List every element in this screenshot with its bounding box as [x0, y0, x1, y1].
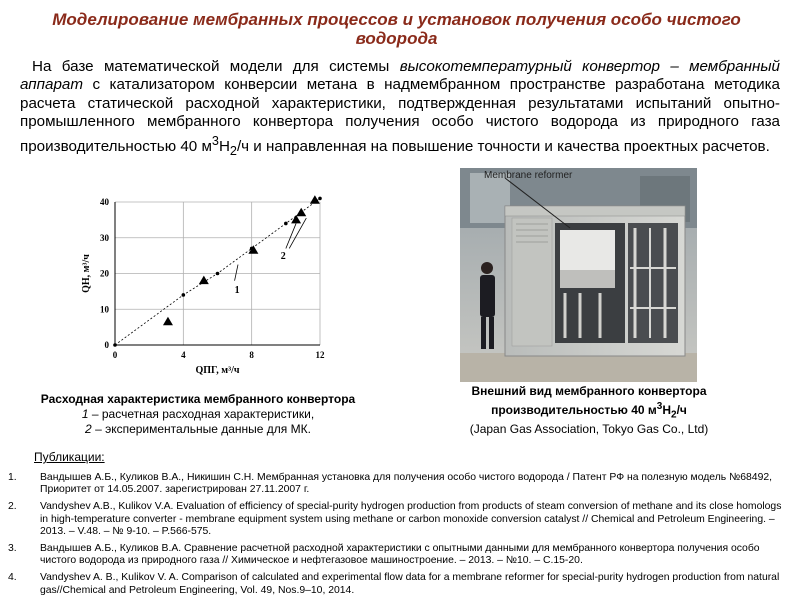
intro-sup: 3	[211, 133, 219, 148]
photo-caption-source: (Japan Gas Association, Tokyo Gas Co., Ltd)	[469, 422, 709, 437]
publication-item: 4. Vandyshev A. B., Kulikov V. A. Comparison of calculated and experimental flow data for a membrane reformer for special-purity hydrogen production from natural gas//Chemical and Petroleum Engineering, Vol. 49, Nos.9–10, 2014.	[8, 572, 780, 596]
publication-item: 3. Вандышев А.Б., Куликов В.А. Сравнение расчетной расходной характеристики с опытными данными для мембранного конвертора получения особо чистого водорода из природного газа // Химическое и нефтегазовое машиностроение. – 2013. – №10. – С.15-20.	[8, 543, 760, 567]
chart-caption-line1: 1 – расчетная расходная характеристики,	[81, 407, 315, 421]
annotation-1: 1	[234, 285, 240, 297]
series-1-point	[318, 197, 322, 201]
flow-chart	[55, 190, 340, 385]
photo-caption-title-b: производительностью 40 $м^3Н_2/ч$	[491, 401, 687, 421]
series-1-point	[182, 293, 186, 297]
chart-caption-line2: 2 – экспериментальные данные для МК.	[85, 422, 311, 436]
y-tick-label: 30	[100, 232, 109, 243]
publications-title: Публикации:	[34, 450, 105, 464]
publication-item: 1. Вандышев А.Б., Куликов В.А., Никишин С.Н. Мембранная установка для получения особо чистого водорода / Патент РФ на полезную модель №68492, Приоритет от 14.05.2007. зарегистрирован 27.11.2007 г.	[8, 472, 773, 496]
chart-caption-title: Расходная характеристика мембранного конвертора	[40, 392, 356, 406]
intro-text-3: Н	[218, 137, 230, 155]
page-title: Моделирование мембранных процессов и установок получения особо чистого водорода	[52, 10, 741, 48]
intro-italic: высокотемпературный конвертор – мембранный аппарат	[20, 58, 780, 94]
series-2-point	[296, 208, 306, 217]
chart-svg	[55, 190, 340, 385]
series-2-point	[310, 195, 320, 204]
annotation-2: 2	[280, 251, 286, 263]
y-axis-label: QН, м³/ч	[81, 254, 92, 293]
intro-text-2: с катализатором конверсии метана в надмембранном пространстве разработана методика расчета статической расходной характеристики, подтвержденная результатами испытаний опытно-промышленного мембранного конвертора получения особо чистого водорода из природного газа производительностью 40 м	[20, 76, 780, 155]
annotation-1-leader	[235, 265, 238, 281]
photo-label: Membrane reformer	[484, 170, 573, 181]
intro-sub: 2	[229, 143, 237, 158]
publication-item: 2. Vandyshev A.B., Kulikov V.A. Evaluation of efficiency of special-purity hydrogen production from products of steam conversion of methane and its close homologs in high-temperature converter - membrane equipment system using methane or carbon monoxide conversion catalyst // Chemical and Petroleum Engineering. – 2013. – V.48. – № 9-10. – P.566-575.	[8, 501, 782, 537]
y-tick-label: 20	[100, 268, 109, 279]
series-2-point	[163, 317, 173, 326]
y-tick-label: 0	[104, 340, 109, 350]
y-tick-label: 10	[100, 304, 109, 315]
series-1-point	[216, 272, 220, 276]
chart-caption	[18, 392, 378, 437]
series-1-point	[284, 222, 288, 226]
intro-text: На базе математической модели для системы	[32, 58, 400, 75]
publications-list	[8, 472, 783, 602]
intro-text-4: /ч и направленная на повышение точности и качества проектных расчетов.	[236, 137, 770, 155]
x-tick-label: 0	[112, 350, 118, 360]
photo-illustration	[460, 168, 697, 382]
y-tick-label: 40	[100, 197, 109, 207]
intro-paragraph	[20, 58, 780, 160]
x-tick-label: 12	[315, 350, 325, 360]
photo-caption-title-a: Внешний вид мембранного конвертора	[471, 384, 707, 398]
x-tick-label: 4	[181, 350, 186, 360]
x-tick-label: 8	[249, 350, 254, 360]
membrane-reformer-photo	[460, 168, 697, 382]
photo-caption	[442, 384, 736, 437]
series-1-point	[113, 343, 117, 347]
x-axis-label: QПГ, м³/ч	[195, 365, 240, 376]
